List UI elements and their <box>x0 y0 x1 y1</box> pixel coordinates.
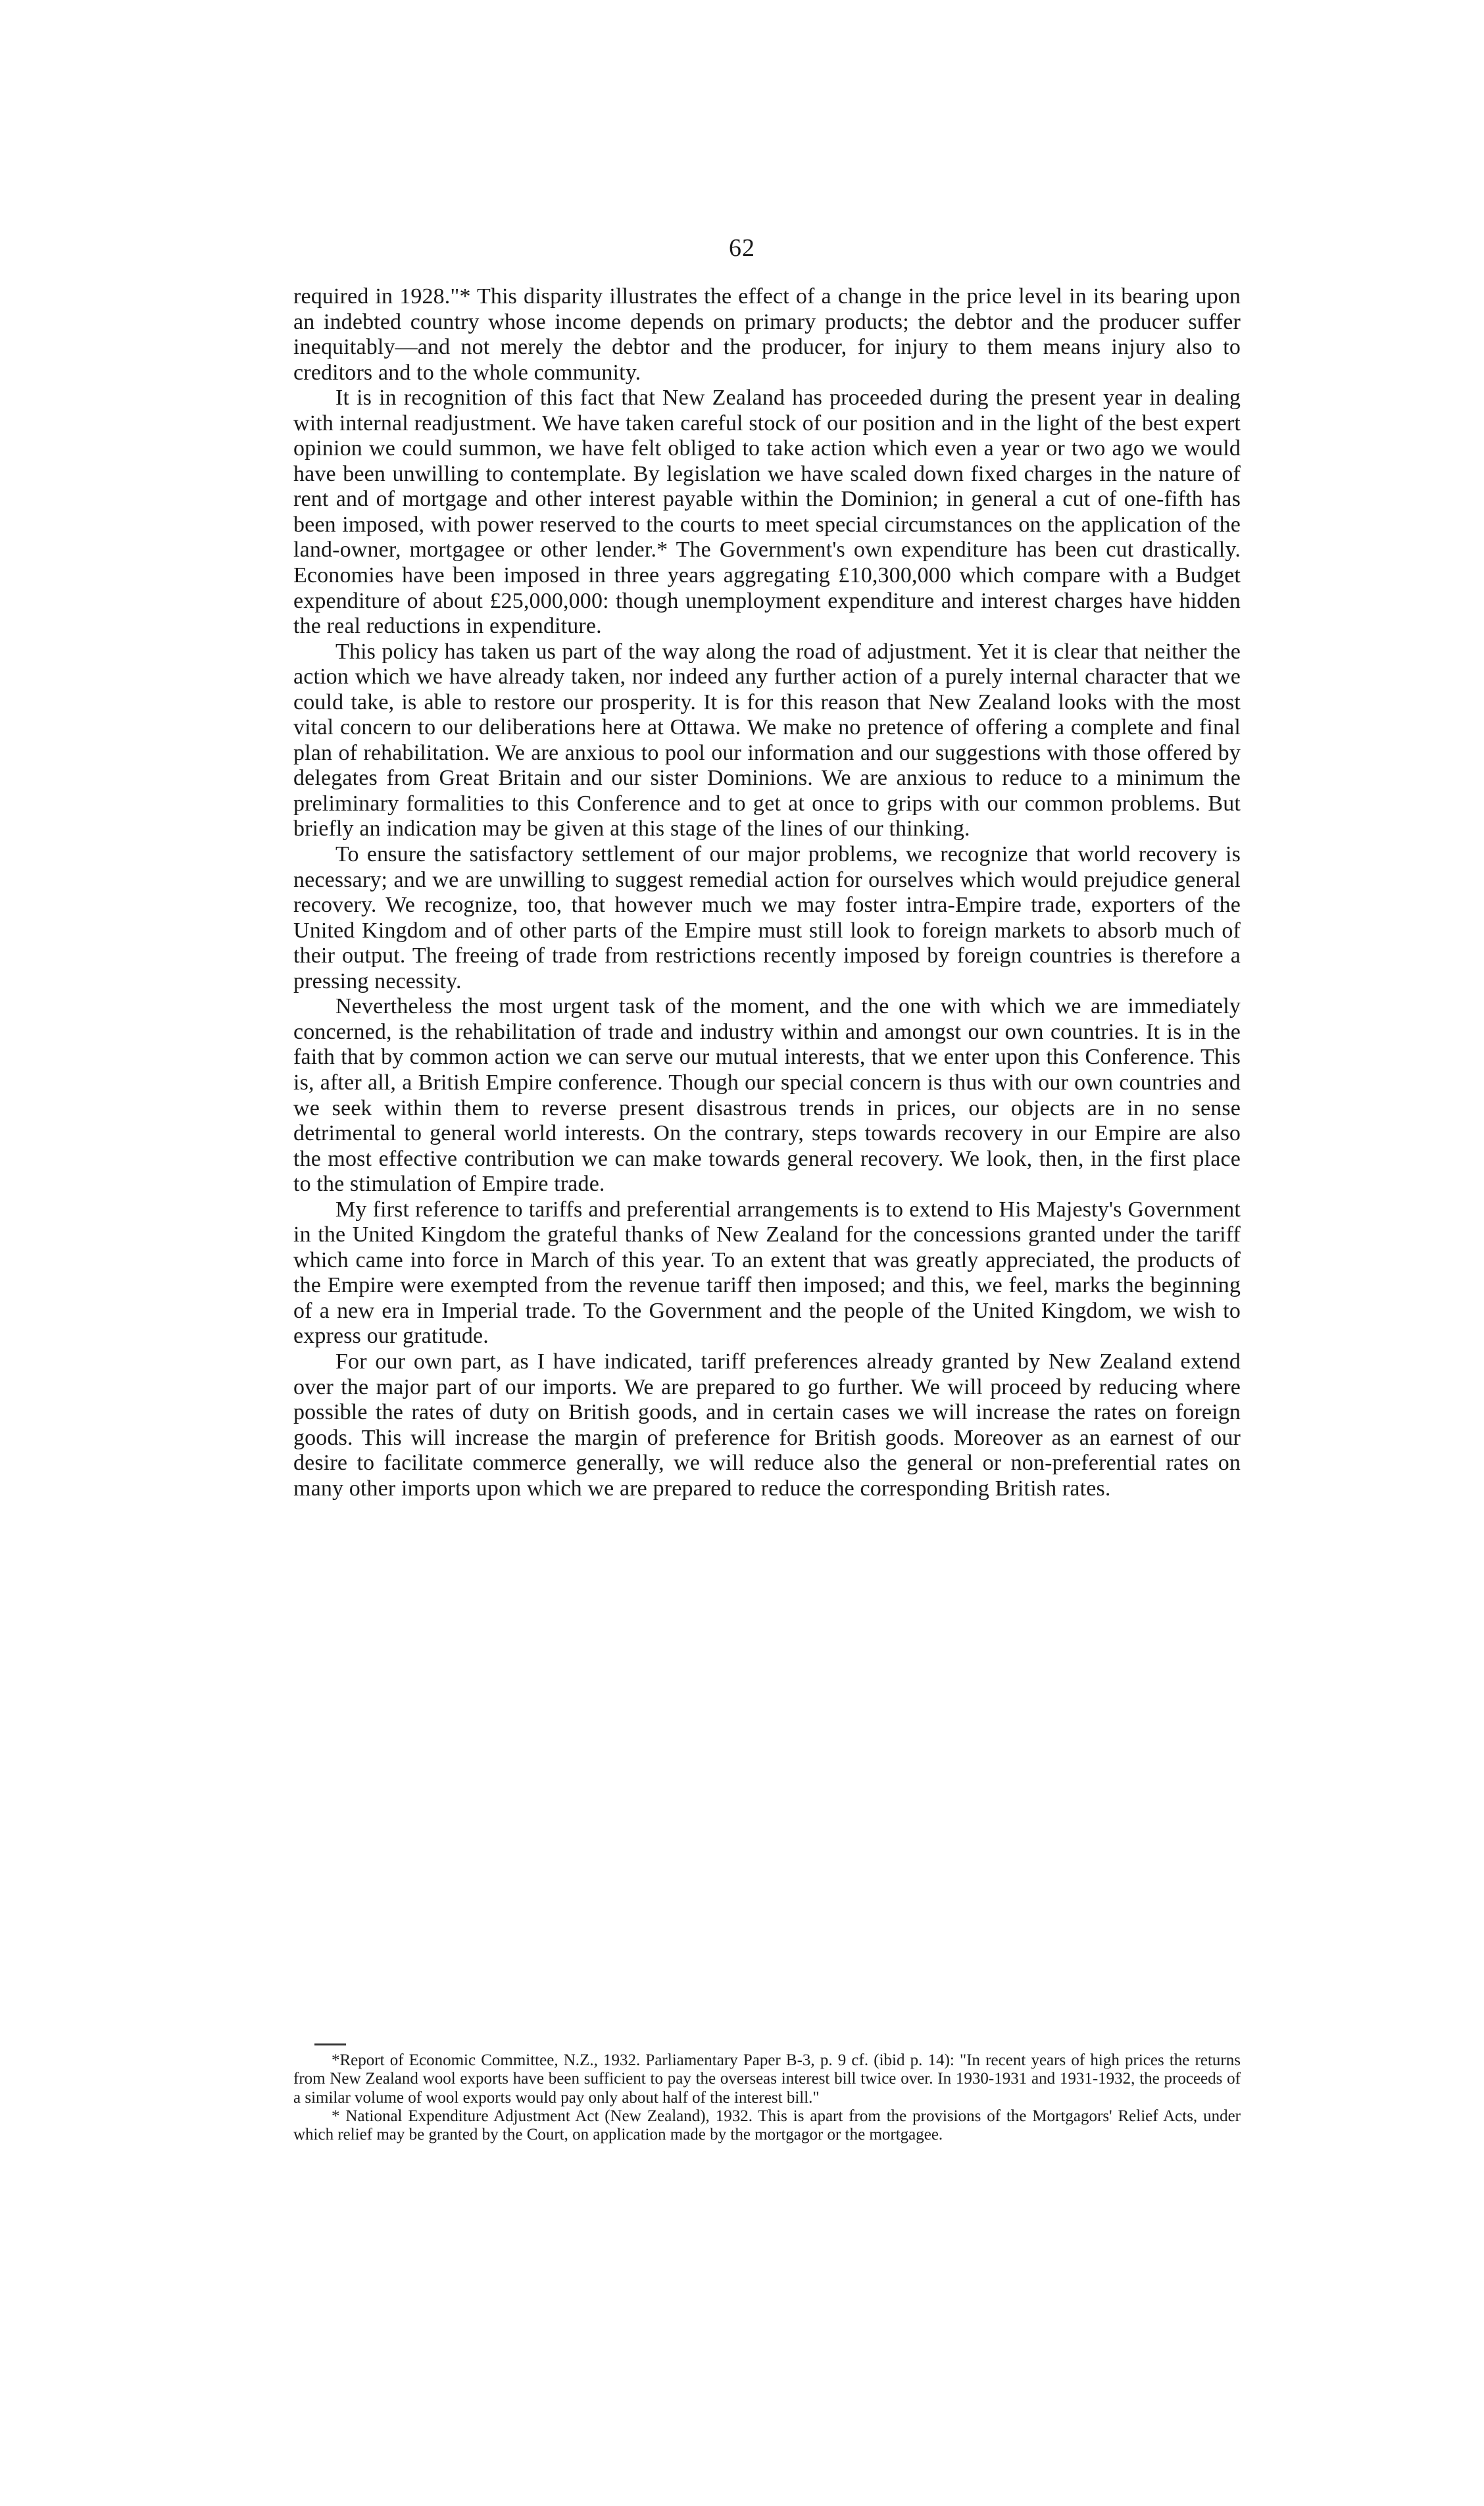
footnote-divider <box>314 2043 346 2045</box>
footnote: *Report of Economic Committee, N.Z., 1932. Parliamentary Paper B-3, p. 9 cf. (ibid p. 14): "In recent years of high prices the returns from New Zealand wool exports have been sufficient to pay the overseas interest bill twice over. In 1930-1931 and 1931-1932, the proceeds of a similar volume of wool exports would pay only about half of the interest bill." <box>293 2051 1241 2107</box>
paragraph: This policy has taken us part of the way along the road of adjustment. Yet it is clear that neither the action which we have already taken, nor indeed any further action of a purely internal character that we could take, is able to restore our prosperity. It is for this reason that New Zealand looks with the most vital concern to our deliberations here at Ottawa. We make no pretence of offering a complete and final plan of rehabilitation. We are anxious to pool our information and our suggestions with those offered by delegates from Great Britain and our sister Dominions. We are anxious to reduce to a minimum the preliminary formalities to this Conference and to get at once to grips with our common problems. But briefly an indication may be given at this stage of the lines of our thinking. <box>293 639 1241 841</box>
footnote: * National Expenditure Adjustment Act (New Zealand), 1932. This is apart from the provisions of the Mortgagors' Relief Acts, under which relief may be granted by the Court, on application made by the mortgagor or the mortgagee. <box>293 2107 1241 2144</box>
body-text <box>293 284 1241 1501</box>
paragraph: My first reference to tariffs and preferential arrangements is to extend to His Majesty's Government in the United Kingdom the grateful thanks of New Zealand for the concessions granted under the tariff which came into force in March of this year. To an extent that was greatly appreciated, the products of the Empire were exempted from the revenue tariff then imposed; and this, we feel, marks the beginning of a new era in Imperial trade. To the Government and the people of the United Kingdom, we wish to express our gratitude. <box>293 1197 1241 1349</box>
page-number: 62 <box>729 234 755 262</box>
paragraph: Nevertheless the most urgent task of the moment, and the one with which we are immediately concerned, is the rehabilitation of trade and industry within and amongst our own countries. It is in the faith that by common action we can serve our mutual interests, that we enter upon this Conference. This is, after all, a British Empire conference. Though our special concern is thus with our own countries and we seek within them to reverse present disastrous trends in prices, our objects are in no sense detrimental to general world interests. On the contrary, steps towards recovery in our Empire are also the most effective contribution we can make towards general recovery. We look, then, in the first place to the stimulation of Empire trade. <box>293 994 1241 1197</box>
paragraph: For our own part, as I have indicated, tariff preferences already granted by New Zealand extend over the major part of our imports. We are prepared to go further. We will proceed by reducing where possible the rates of duty on British goods, and in certain cases we will increase the rates on foreign goods. This will increase the margin of preference for British goods. Moreover as an earnest of our desire to facilitate commerce generally, we will reduce also the general or non-preferential rates on many other imports upon which we are prepared to reduce the corresponding British rates. <box>293 1349 1241 1501</box>
footnotes <box>293 2051 1241 2144</box>
paragraph: required in 1928."* This disparity illustrates the effect of a change in the price level in its bearing upon an indebted country whose income depends on primary products; the debtor and the producer suffer inequitably—and not merely the debtor and the producer, for injury to them means injury also to creditors and to the whole community. <box>293 284 1241 385</box>
paragraph: To ensure the satisfactory settlement of our major problems, we recognize that world recovery is necessary; and we are unwilling to suggest remedial action for ourselves which would prejudice general recovery. We recognize, too, that however much we may foster intra-Empire trade, exporters of the United Kingdom and of other parts of the Empire must still look to foreign markets to absorb much of their output. The freeing of trade from restrictions recently imposed by foreign countries is therefore a pressing necessity. <box>293 842 1241 993</box>
paragraph: It is in recognition of this fact that New Zealand has proceeded during the present year in dealing with internal readjustment. We have taken careful stock of our position and in the light of the best expert opinion we could summon, we have felt obliged to take action which even a year or two ago we would have been unwilling to contemplate. By legislation we have scaled down fixed charges in the nature of rent and of mortgage and other interest payable within the Dominion; in general a cut of one-fifth has been imposed, with power reserved to the courts to meet special circumstances on the application of the land-owner, mortgagee or other lender.* The Government's own expenditure has been cut drastically. Economies have been imposed in three years aggregating £10,300,000 which compare with a Budget expenditure of about £25,000,000: though unemployment expenditure and interest charges have hidden the real reductions in expenditure. <box>293 386 1241 639</box>
